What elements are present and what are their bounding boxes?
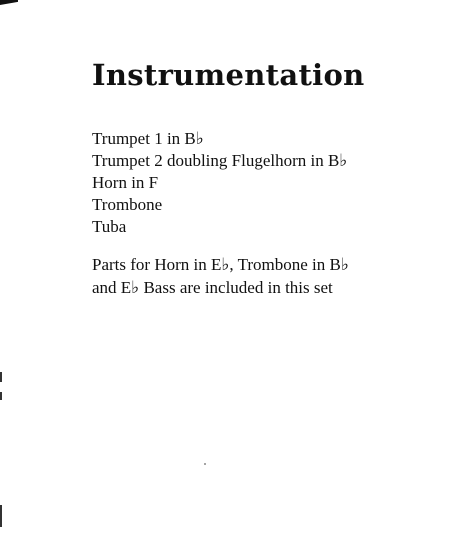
parts-note (92, 253, 349, 299)
scan-edge-mark (0, 505, 2, 527)
list-item: Trumpet 2 doubling Flugelhorn in B♭ (92, 151, 348, 170)
page-title: Instrumentation (92, 58, 365, 92)
list-item: Trombone (92, 195, 163, 214)
list-item: Tuba (92, 217, 127, 236)
scan-speck (204, 463, 206, 465)
scan-edge-mark (0, 392, 2, 400)
parts-note-line: Parts for Horn in E♭, Trombone in B♭ (92, 255, 349, 274)
parts-note-line: and E♭ Bass are included in this set (92, 278, 333, 297)
list-item: Horn in F (92, 173, 159, 192)
scan-corner-mark (0, 0, 18, 5)
instrument-list (92, 128, 347, 238)
list-item: Trumpet 1 in B♭ (92, 129, 204, 148)
scan-edge-mark (0, 372, 2, 382)
